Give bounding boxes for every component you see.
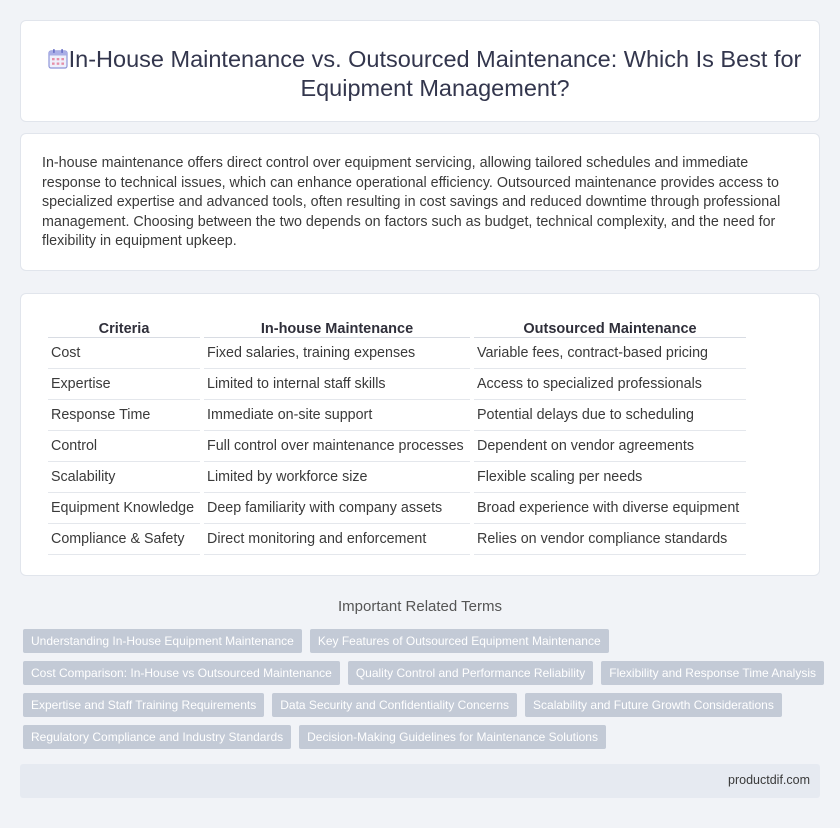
table-cell: Cost <box>48 338 200 369</box>
table-header-row <box>48 314 746 338</box>
table-cell: Relies on vendor compliance standards <box>474 524 746 555</box>
table-row <box>48 369 746 400</box>
table-row <box>48 493 746 524</box>
table-cell: Expertise <box>48 369 200 400</box>
table-row <box>48 400 746 431</box>
table-cell: Compliance & Safety <box>48 524 200 555</box>
related-term-tag[interactable]: Expertise and Staff Training Requirements <box>23 693 264 717</box>
table-cell: Control <box>48 431 200 462</box>
intro-card <box>20 133 820 271</box>
page-title: In-House Maintenance vs. Outsourced Maintenance: Which Is Best for Equipment Management? <box>68 46 802 101</box>
table-cell: Response Time <box>48 400 200 431</box>
related-term-tag[interactable]: Regulatory Compliance and Industry Standards <box>23 725 291 749</box>
comparison-card <box>20 293 820 576</box>
table-cell: Scalability <box>48 462 200 493</box>
related-terms-list <box>23 629 823 757</box>
table-cell: Direct monitoring and enforcement <box>204 524 470 555</box>
related-term-tag[interactable]: Data Security and Confidentiality Concerns <box>272 693 517 717</box>
table-cell: Limited to internal staff skills <box>204 369 470 400</box>
related-term-tag[interactable]: Quality Control and Performance Reliability <box>348 661 593 685</box>
table-row <box>48 524 746 555</box>
table-cell: Equipment Knowledge <box>48 493 200 524</box>
related-term-tag[interactable]: Key Features of Outsourced Equipment Maintenance <box>310 629 609 653</box>
related-term-tag[interactable]: Decision-Making Guidelines for Maintenance Solutions <box>299 725 606 749</box>
table-cell: Dependent on vendor agreements <box>474 431 746 462</box>
column-header-criteria: Criteria <box>48 314 200 338</box>
table-cell: Flexible scaling per needs <box>474 462 746 493</box>
table-cell: Full control over maintenance processes <box>204 431 470 462</box>
footer <box>20 764 820 798</box>
table-cell: Deep familiarity with company assets <box>204 493 470 524</box>
intro-paragraph: In-house maintenance offers direct control over equipment servicing, allowing tailored schedules and immediate response to technical issues, which can enhance operational efficiency. Outsourced maintenance provides access to specialized expertise and advanced tools, often resulting in cost savings and reduced downtime through professional management. Choosing between the two depends on factors such as budget, technical complexity, and the need for flexibility in equipment upkeep. <box>42 155 781 249</box>
table-cell: Potential delays due to scheduling <box>474 400 746 431</box>
table-cell: Broad experience with diverse equipment <box>474 493 746 524</box>
table-row <box>48 431 746 462</box>
table-cell: Limited by workforce size <box>204 462 470 493</box>
table-row <box>48 338 746 369</box>
title-card <box>20 20 820 122</box>
related-term-tag[interactable]: Scalability and Future Growth Considerations <box>525 693 782 717</box>
column-header-outsourced: Outsourced Maintenance <box>474 314 746 338</box>
related-terms-heading: Important Related Terms <box>338 598 502 615</box>
table-cell: Immediate on-site support <box>204 400 470 431</box>
column-header-in-house: In-house Maintenance <box>204 314 470 338</box>
table-row <box>48 462 746 493</box>
related-term-tag[interactable]: Cost Comparison: In-House vs Outsourced Maintenance <box>23 661 340 685</box>
table-cell: Variable fees, contract-based pricing <box>474 338 746 369</box>
related-term-tag[interactable]: Understanding In-House Equipment Maintenance <box>23 629 302 653</box>
comparison-table <box>44 314 750 555</box>
footer-site-link[interactable]: productdif.com <box>728 773 810 787</box>
table-cell: Access to specialized professionals <box>474 369 746 400</box>
table-cell: Fixed salaries, training expenses <box>204 338 470 369</box>
related-term-tag[interactable]: Flexibility and Response Time Analysis <box>601 661 824 685</box>
